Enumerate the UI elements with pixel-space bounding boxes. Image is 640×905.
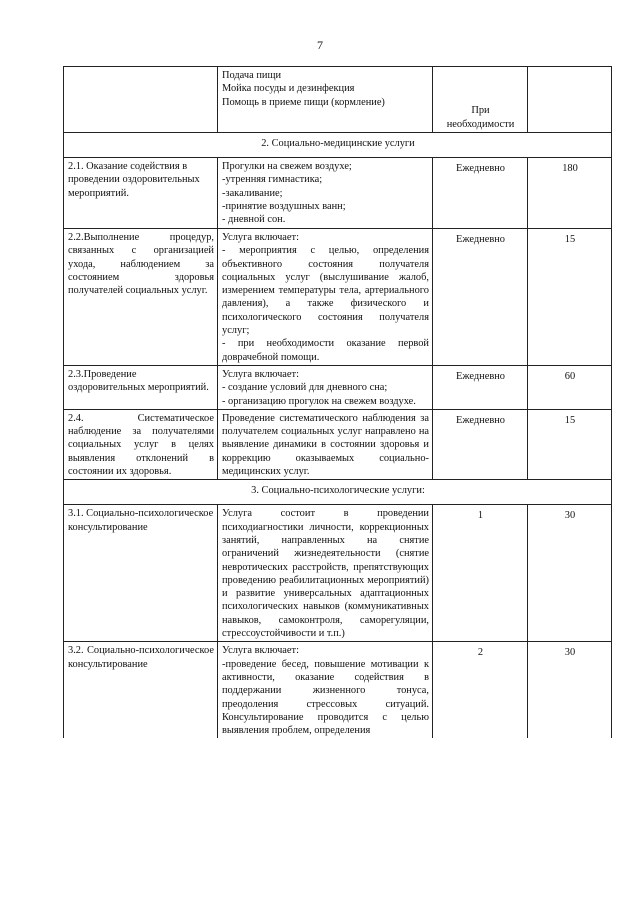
description-line: -проведение бесед, повышение мотивации к активности, оказание содействия в поддержании жизненного тонуса, преодоления стрессовых ситуаций. Консультирование проводится с целью выявления проблем, определения [222, 658, 429, 737]
time-cell: 30 [528, 642, 612, 739]
table-row [64, 67, 612, 133]
time-cell [528, 67, 612, 133]
service-name-cell: 2.4. Систематическое наблюдение за получателями социальных услуг в целях выявления отклонений в состоянии их здоровья. [64, 409, 218, 479]
description-line: -принятие воздушных ванн; [222, 200, 346, 212]
frequency-cell: 2 [433, 642, 528, 739]
service-description-cell [218, 229, 433, 366]
table-row [64, 505, 612, 642]
frequency-cell: Ежедневно [433, 229, 528, 366]
section-2-title: 2. Социально-медицинские услуги [64, 133, 612, 158]
frequency-cell: Ежедневно [433, 365, 528, 409]
service-name-cell: 3.2. Социально-психологическое консультирование [64, 642, 218, 739]
frequency-cell: 1 [433, 505, 528, 642]
description-line: Мойка посуды и дезинфекция [222, 83, 355, 95]
description-line: Прогулки на свежем воздухе; [222, 161, 352, 172]
section-header-row [64, 133, 612, 158]
description-line: Помощь в приеме пищи (кормление) [222, 96, 385, 108]
services-table [63, 66, 612, 738]
table-row [64, 642, 612, 739]
service-name-cell: 2.3.Проведение оздоровительных мероприятий. [64, 365, 218, 409]
description-line: - при необходимости оказание первой доврачебной помощи. [222, 338, 429, 363]
time-cell: 15 [528, 409, 612, 479]
frequency-cell: При необходимости [433, 67, 528, 133]
section-header-row [64, 480, 612, 505]
section-3-title: 3. Социально-психологические услуги: [64, 480, 612, 505]
description-line: Услуга включает: [222, 368, 299, 380]
service-name-cell: 2.2.Выполнение процедур, связанных с организацией ухода, наблюдением за состоянием здоровья получателей социальных услуг. [64, 229, 218, 366]
frequency-cell: Ежедневно [433, 409, 528, 479]
table-row [64, 158, 612, 229]
service-name-cell [64, 67, 218, 133]
description-line: Проведение систематического наблюдения за получателем социальных услуг направлено на выявление динамики в состоянии здоровья и коррекцию оказываемых социально-медицинских услуг. [222, 412, 429, 478]
description-line: -закаливание; [222, 187, 283, 199]
service-name-cell: 2.1. Оказание содействия в проведении оздоровительных мероприятий. [64, 158, 218, 229]
description-line: Услуга включает: [222, 232, 299, 243]
description-line: Услуга включает: [222, 645, 299, 657]
time-cell: 180 [528, 158, 612, 229]
service-description-cell [218, 505, 433, 642]
description-line: - создание условий для дневного сна; [222, 382, 388, 394]
table-row [64, 409, 612, 479]
time-cell: 30 [528, 505, 612, 642]
description-line: -утренняя гимнастика; [222, 174, 323, 186]
service-description-cell [218, 67, 433, 133]
description-line: Подача пищи [222, 70, 281, 81]
description-line: Услуга состоит в проведении психодиагностики личности, коррекционных занятий, направленных на снятие ограничений жизнедеятельности (снятие невротических расстройств, препятствующих проведению реабилитационных мероприятий) и развитие универсальных адаптационных психологических навыков (коммуникативных навыков, самоконтроля, саморегуляции, стрессоустойчивости и т.п.) [222, 508, 429, 640]
description-line: - дневной сон. [222, 214, 286, 226]
time-cell: 60 [528, 365, 612, 409]
time-cell: 15 [528, 229, 612, 366]
description-line: - организацию прогулок на свежем воздухе. [222, 395, 416, 407]
table-row [64, 229, 612, 366]
service-description-cell [218, 409, 433, 479]
description-line: - мероприятия с целью, определения объективного состояния получателя социальных услуг (выслушивание жалоб, измерением температуры тела, артериального давления), а также физического и психологического состояния получателя услуг; [222, 245, 429, 337]
service-description-cell [218, 158, 433, 229]
table-row [64, 365, 612, 409]
page-number: 7 [317, 38, 323, 52]
service-description-cell [218, 365, 433, 409]
service-description-cell [218, 642, 433, 739]
frequency-cell: Ежедневно [433, 158, 528, 229]
service-name-cell: 3.1. Социально-психологическое консультирование [64, 505, 218, 642]
